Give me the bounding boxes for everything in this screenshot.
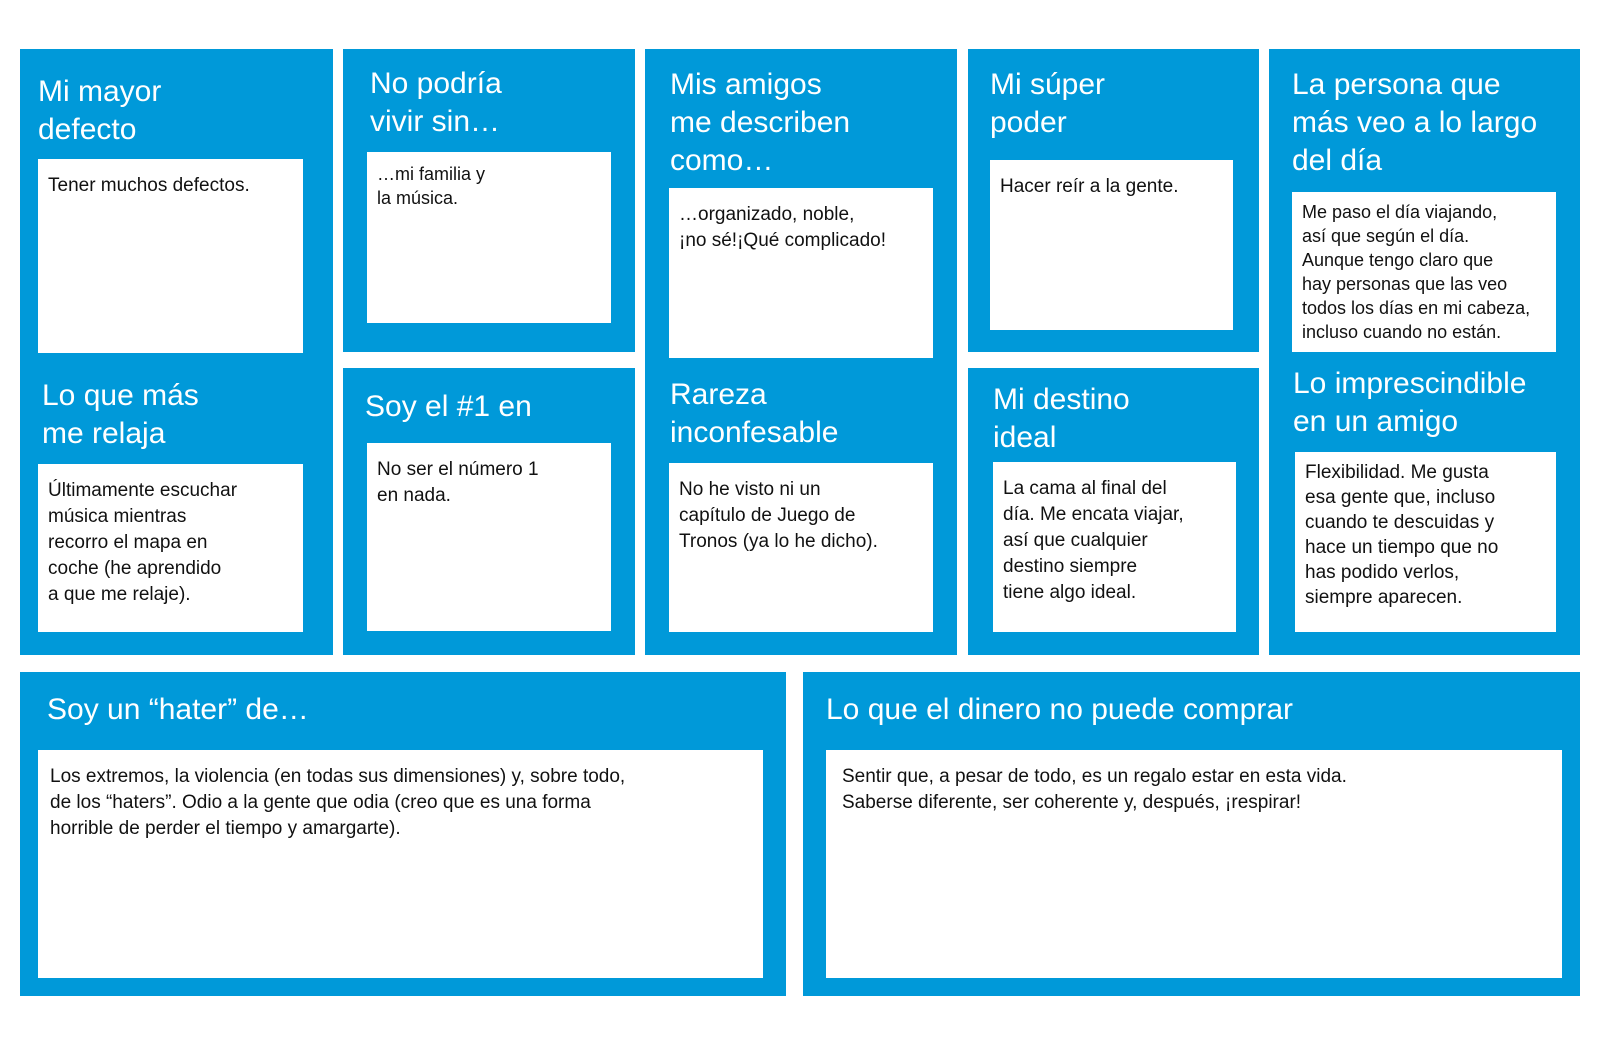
card-answer-relaja: Últimamente escuchar música mientras recorro el mapa en coche (he aprendido a que me relaje). — [38, 464, 303, 632]
card-title-persona: La persona que más veo a lo largo del día — [1292, 68, 1538, 177]
card-answer-hater: Los extremos, la violencia (en todas sus dimensiones) y, sobre todo, de los “haters”. Odio a la gente que odia (creo que es una forma horrible de perder el tiempo y amargarte). — [38, 750, 763, 978]
card-title-destino: Mi destino ideal — [993, 383, 1130, 454]
card-title-super-poder: Mi súper poder — [990, 68, 1106, 139]
card-answer-destino: La cama al final del día. Me encata viajar, así que cualquier destino siempre tiene algo ideal. — [993, 462, 1236, 632]
card-answer-super-poder: Hacer reír a la gente. — [990, 160, 1233, 330]
card-title-vivir-sin: No podría vivir sin… — [370, 67, 502, 138]
card-answer-amigos: …organizado, noble, ¡no sé!¡Qué complicado! — [669, 188, 933, 358]
card-title-numero-uno: Soy el #1 en — [365, 390, 532, 423]
card-answer-dinero: Sentir que, a pesar de todo, es un regalo estar en esta vida. Saberse diferente, ser coherente y, después, ¡respirar! — [826, 750, 1562, 978]
card-answer-imprescindible: Flexibilidad. Me gusta esa gente que, incluso cuando te descuidas y hace un tiempo que no has podido verlos, siempre aparecen. — [1295, 452, 1556, 632]
card-title-relaja: Lo que más me relaja — [42, 379, 199, 450]
card-title-amigos: Mis amigos me describen como… — [670, 68, 851, 177]
card-title-dinero: Lo que el dinero no puede comprar — [826, 693, 1293, 726]
card-answer-numero-uno: No ser el número 1 en nada. — [367, 443, 611, 631]
card-answer-rareza: No he visto ni un capítulo de Juego de Tronos (ya lo he dicho). — [669, 463, 933, 632]
card-answer-persona: Me paso el día viajando, así que según el día. Aunque tengo claro que hay personas que las veo todos los días en mi cabeza, incluso cuando no están. — [1292, 192, 1556, 352]
card-answer-vivir-sin: …mi familia y la música. — [367, 152, 611, 323]
card-title-imprescindible: Lo imprescindible en un amigo — [1293, 367, 1527, 438]
card-title-mayor-defecto: Mi mayor defecto — [38, 75, 162, 146]
card-answer-mayor-defecto: Tener muchos defectos. — [38, 159, 303, 353]
card-title-rareza: Rareza inconfesable — [670, 378, 839, 449]
card-title-hater: Soy un “hater” de… — [47, 693, 309, 726]
